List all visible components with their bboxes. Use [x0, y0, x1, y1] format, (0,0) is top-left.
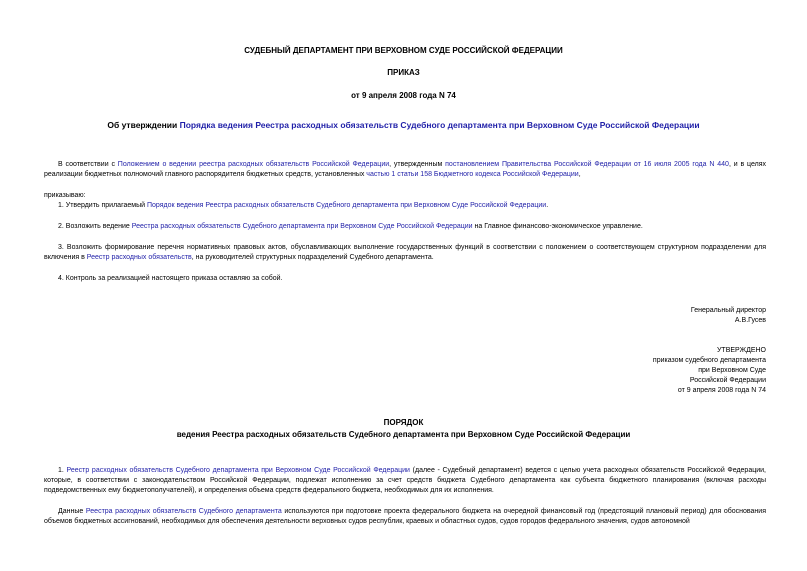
item-3-text: 3. Возложить формирование перечня нормативных правовых актов, обуславливающих выполнение государственных функций в соответствии с положением о соответствующем структурном подразделении для включения в	[44, 244, 766, 261]
p1-text-1: 1.	[58, 467, 67, 474]
approved-line-5: от 9 апреля 2008 года N 74	[677, 387, 766, 394]
p1-link[interactable]: Реестр расходных обязательств Судебного департамента при Верховном Суде Российской Федерации	[66, 467, 410, 474]
item-3-link[interactable]: Реестр расходных обязательств	[86, 254, 192, 261]
preamble-text-2: , утвержденным	[389, 161, 446, 168]
approved-line-3: при Верховном Суде	[698, 367, 766, 374]
item-3	[44, 243, 766, 263]
item-1-end: .	[546, 202, 549, 209]
preamble-text-1: В соответствии с	[58, 161, 118, 168]
signature-name: А.В.Гусев	[734, 317, 766, 324]
item-1	[44, 201, 766, 211]
link-regulation[interactable]: Положением о ведении реестра расходных обязательств Российской Федерации	[117, 161, 390, 168]
p2-text-2: используются при подготовке проекта федерального бюджета на очередной финансовый год (предстоящий плановый период) для обоснования объемов бюджетных ассигнований, необходимых для обеспечения деятельности верховных судов республик, краевых и областных судов, судов городов федерального значения, судов автономной	[44, 508, 766, 525]
procedure-p1	[44, 466, 766, 496]
doc-title-link[interactable]: Порядка ведения Реестра расходных обязательств Судебного департамента при Верховном Суде Российской Федерации	[179, 120, 700, 130]
order-word: приказываю:	[44, 192, 86, 199]
signature-position: Генеральный директор	[690, 307, 766, 314]
item-4: 4. Контроль за реализацией настоящего приказа оставляю за собой.	[58, 275, 283, 282]
procedure-title: ПОРЯДОК	[383, 418, 424, 427]
preamble	[44, 160, 766, 180]
procedure-subtitle: ведения Реестра расходных обязательств Судебного департамента при Верховном Суде Российской Федерации	[176, 430, 631, 439]
org-header: СУДЕБНЫЙ ДЕПАРТАМЕНТ ПРИ ВЕРХОВНОМ СУДЕ РОССИЙСКОЙ ФЕДЕРАЦИИ	[244, 46, 563, 55]
approved-line-4: Российской Федерации	[689, 377, 766, 384]
item-2-end: на Главное финансово-экономическое управление.	[472, 223, 643, 230]
doc-type: ПРИКАЗ	[387, 68, 420, 77]
preamble-text-3: , и в целях реализации бюджетных полномочий главного распорядителя бюджетных средств, установленных	[44, 161, 767, 178]
doc-date-number: от 9 апреля 2008 года N 74	[351, 91, 456, 100]
item-2-text: 2. Возложить ведение	[58, 223, 132, 230]
link-resolution[interactable]: постановлением Правительства Российской Федерации от 16 июля 2005 года N 440	[445, 161, 729, 168]
p2-link[interactable]: Реестра расходных обязательств Судебного департамента	[85, 508, 282, 515]
approved-line-2: приказом судебного департамента	[652, 357, 766, 364]
item-2-link[interactable]: Реестра расходных обязательств Судебного департамента при Верховном Суде Российской Федерации	[131, 223, 473, 230]
procedure-p2	[44, 507, 766, 527]
preamble-text-4: ,	[578, 171, 581, 178]
item-1-link[interactable]: Порядок ведения Реестра расходных обязательств Судебного департамента при Верховном Суде Российской Федерации	[146, 202, 547, 209]
item-2	[44, 222, 766, 232]
doc-title-prefix: Об утверждении	[107, 120, 180, 130]
item-3-end: , на руководителей структурных подразделений Судебного департамента.	[191, 254, 434, 261]
doc-title	[0, 120, 807, 130]
p1-text-2: (далее - Судебный департамент) ведется с целью учета расходных обязательств Российской Федерации, которые, в соответствии с законодательством Российской Федерации, подлежат исполнению за счет средств бюджета Судебного департамента как субъекта бюджетного планирования (включая расходы подведомственных ему бюджетополучателей), и определения объема средств федерального бюджета, необходимых для их исполнения.	[44, 467, 766, 494]
item-1-text: 1. Утвердить прилагаемый	[58, 202, 147, 209]
approved-label: УТВЕРЖДЕНО	[716, 347, 766, 354]
p2-text-1: Данные	[58, 508, 86, 515]
link-budget-code[interactable]: частью 1 статьи 158 Бюджетного кодекса Российской Федерации	[366, 171, 579, 178]
